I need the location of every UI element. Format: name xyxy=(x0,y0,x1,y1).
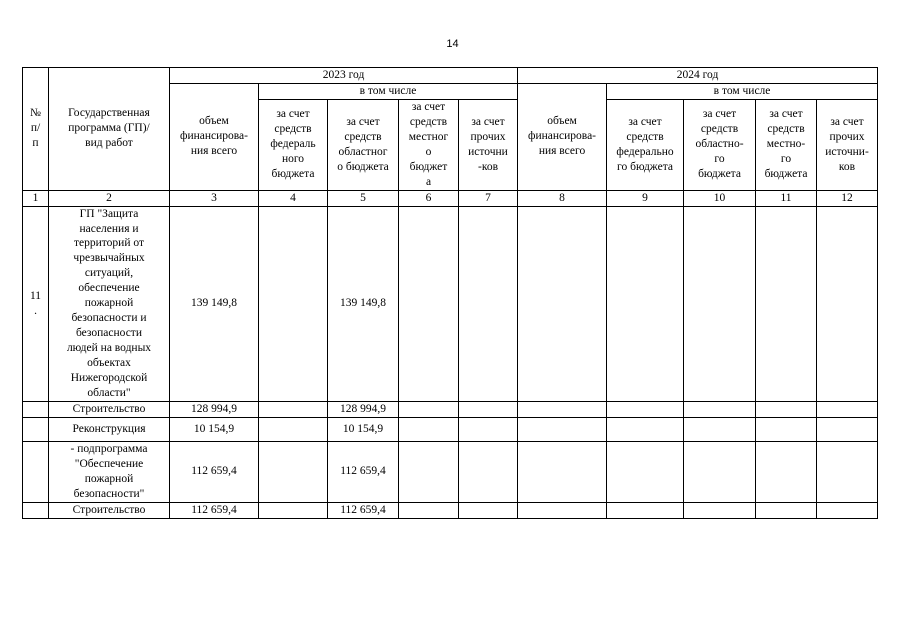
row-federal-2024 xyxy=(607,206,684,401)
row-index xyxy=(23,417,49,441)
header-2024-local: за счет средств местно- го бюджета xyxy=(756,100,817,191)
row-other-2023 xyxy=(459,206,518,401)
column-number: 8 xyxy=(518,190,607,206)
header-year-2023: 2023 год xyxy=(170,68,518,84)
row-name: ГП "Защита населения и территорий от чрезвычайных ситуаций, обеспечение пожарной безопасности и безопасности людей на водных объектах Нижегородской области" xyxy=(49,206,170,401)
header-2023-federal: за счет средств федераль ного бюджета xyxy=(259,100,328,191)
row-other-2023 xyxy=(459,502,518,518)
row-local-2024 xyxy=(756,441,817,502)
column-number: 4 xyxy=(259,190,328,206)
row-local-2023 xyxy=(399,206,459,401)
row-local-2024 xyxy=(756,206,817,401)
row-regional-2024 xyxy=(684,441,756,502)
row-federal-2024 xyxy=(607,502,684,518)
row-regional-2023: 139 149,8 xyxy=(328,206,399,401)
page-number: 14 xyxy=(446,38,459,50)
table-row xyxy=(23,206,878,401)
row-name: Строительство xyxy=(49,401,170,417)
row-other-2024 xyxy=(817,206,878,401)
row-other-2023 xyxy=(459,401,518,417)
row-regional-2023: 10 154,9 xyxy=(328,417,399,441)
row-other-2024 xyxy=(817,502,878,518)
row-other-2024 xyxy=(817,441,878,502)
header-2024-total: объем финансирова- ния всего xyxy=(518,84,607,191)
column-number: 11 xyxy=(756,190,817,206)
row-total-2024 xyxy=(518,441,607,502)
column-number: 6 xyxy=(399,190,459,206)
header-2024-federal: за счет средств федерально го бюджета xyxy=(607,100,684,191)
row-federal-2023 xyxy=(259,502,328,518)
column-number: 1 xyxy=(23,190,49,206)
column-number: 12 xyxy=(817,190,878,206)
column-number: 9 xyxy=(607,190,684,206)
row-total-2023: 139 149,8 xyxy=(170,206,259,401)
row-federal-2023 xyxy=(259,206,328,401)
row-regional-2023: 112 659,4 xyxy=(328,502,399,518)
column-number: 10 xyxy=(684,190,756,206)
row-regional-2024 xyxy=(684,206,756,401)
row-federal-2023 xyxy=(259,441,328,502)
header-2023-other: за счет прочих источни -ков xyxy=(459,100,518,191)
row-other-2023 xyxy=(459,441,518,502)
header-2023-total: объем финансирова- ния всего xyxy=(170,84,259,191)
header-year-2024: 2024 год xyxy=(518,68,878,84)
row-index xyxy=(23,401,49,417)
row-local-2023 xyxy=(399,401,459,417)
row-local-2023 xyxy=(399,417,459,441)
row-total-2023: 128 994,9 xyxy=(170,401,259,417)
row-regional-2023: 112 659,4 xyxy=(328,441,399,502)
row-total-2024 xyxy=(518,417,607,441)
row-local-2023 xyxy=(399,441,459,502)
row-other-2024 xyxy=(817,417,878,441)
row-regional-2023: 128 994,9 xyxy=(328,401,399,417)
header-2024-other: за счет прочих источни- ков xyxy=(817,100,878,191)
row-federal-2023 xyxy=(259,417,328,441)
row-total-2023: 112 659,4 xyxy=(170,441,259,502)
column-numbers-row xyxy=(23,190,878,206)
row-total-2023: 112 659,4 xyxy=(170,502,259,518)
row-other-2024 xyxy=(817,401,878,417)
row-federal-2024 xyxy=(607,401,684,417)
table-row xyxy=(23,417,878,441)
row-name: Реконструкция xyxy=(49,417,170,441)
row-total-2024 xyxy=(518,401,607,417)
row-other-2023 xyxy=(459,417,518,441)
row-federal-2024 xyxy=(607,417,684,441)
header-2024-including: в том числе xyxy=(607,84,878,100)
row-total-2024 xyxy=(518,206,607,401)
table-row xyxy=(23,401,878,417)
row-name: - подпрограмма "Обеспечение пожарной безопасности" xyxy=(49,441,170,502)
header-2023-regional: за счет средств областног о бюджета xyxy=(328,100,399,191)
header-no: № п/ п xyxy=(23,68,49,191)
row-local-2024 xyxy=(756,417,817,441)
row-local-2024 xyxy=(756,502,817,518)
row-local-2023 xyxy=(399,502,459,518)
budget-table xyxy=(22,67,878,519)
row-index: 11 . xyxy=(23,206,49,401)
row-total-2024 xyxy=(518,502,607,518)
row-regional-2024 xyxy=(684,401,756,417)
header-program: Государственная программа (ГП)/ вид работ xyxy=(49,68,170,191)
row-name: Строительство xyxy=(49,502,170,518)
table-row xyxy=(23,441,878,502)
row-regional-2024 xyxy=(684,417,756,441)
header-2023-local: за счет средств местног о бюджет а xyxy=(399,100,459,191)
column-number: 3 xyxy=(170,190,259,206)
header-2024-regional: за счет средств областно- го бюджета xyxy=(684,100,756,191)
row-local-2024 xyxy=(756,401,817,417)
column-number: 2 xyxy=(49,190,170,206)
row-regional-2024 xyxy=(684,502,756,518)
header-2023-including: в том числе xyxy=(259,84,518,100)
row-index xyxy=(23,502,49,518)
row-federal-2023 xyxy=(259,401,328,417)
column-number: 7 xyxy=(459,190,518,206)
row-index xyxy=(23,441,49,502)
row-total-2023: 10 154,9 xyxy=(170,417,259,441)
column-number: 5 xyxy=(328,190,399,206)
table-row xyxy=(23,502,878,518)
row-federal-2024 xyxy=(607,441,684,502)
